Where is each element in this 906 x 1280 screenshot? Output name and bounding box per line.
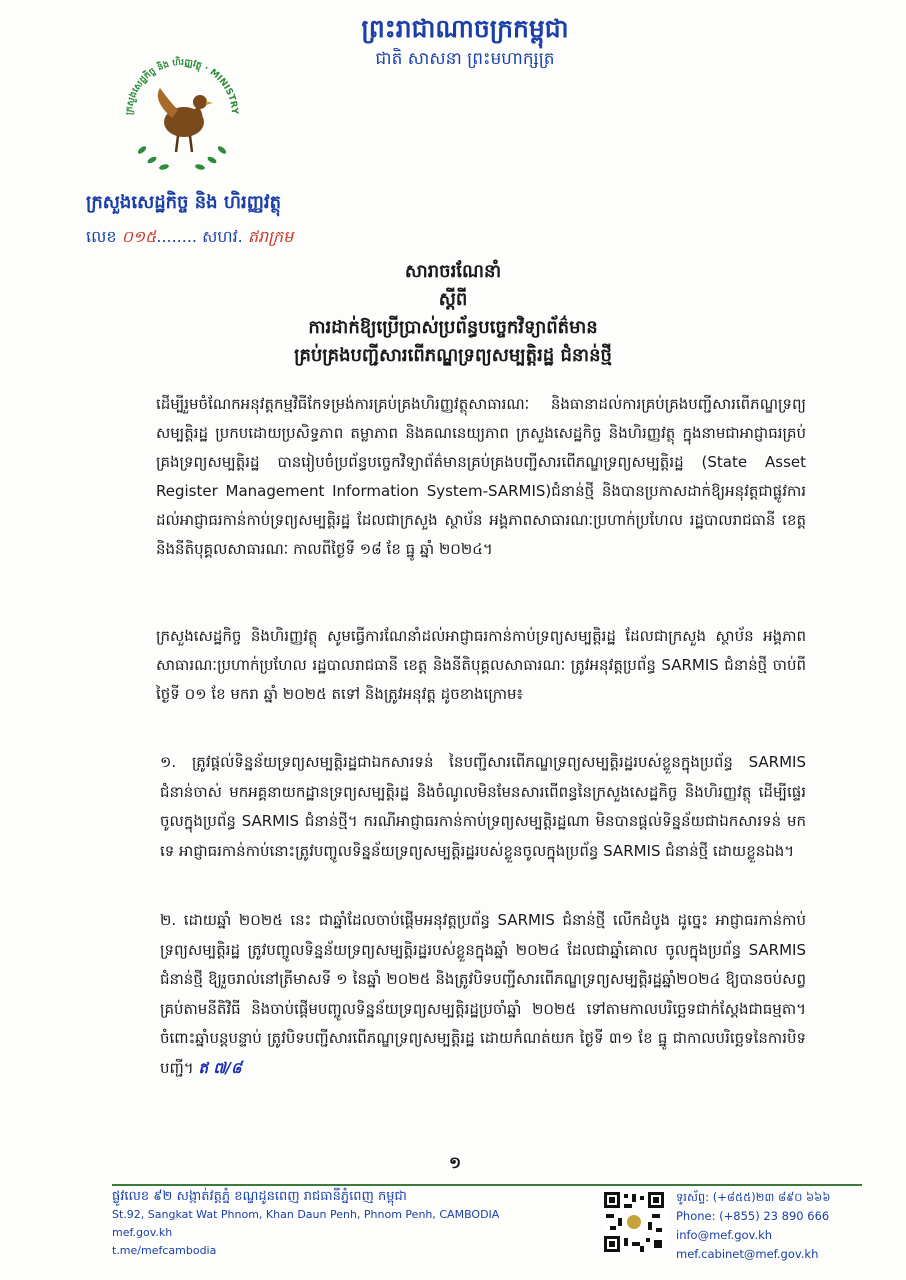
phone-khmer: ទូរស័ព្ទ: (+៨៥៥)២៣ ៨៩០ ៦៦៦	[676, 1190, 831, 1204]
footer-address	[112, 1188, 499, 1260]
ref-dots: ........	[156, 227, 198, 246]
ministry-logo	[112, 40, 252, 190]
logo-ring-text: ក្រសួងសេដ្ឋកិច្ច និង ហិរញ្ញវត្ថុ · MINISTRY	[124, 57, 240, 116]
document-title	[150, 258, 756, 370]
ministry-name: ក្រសួងសេដ្ឋកិច្ច និង ហិរញ្ញវត្ថុ	[86, 192, 281, 213]
bird-emblem-icon	[158, 88, 213, 152]
item-1-number: ១.	[160, 753, 177, 771]
kingdom-header	[340, 12, 590, 72]
item-2-text: ដោយឆ្នាំ ២០២៥ នេះ ជាឆ្នាំដែលចាប់ផ្តើមអនុវត្តប្រព័ន្ធ SARMIS ជំនាន់ថ្មី លើកដំបូង ដូច្នេះ អាជ្ញាធរកាន់កាប់ទ្រព្យសម្បត្តិរដ្ឋ ត្រូវបញ្ចូលទិន្នន័យទ្រព្យសម្បត្តិរដ្ឋរបស់ខ្លួនក្នុងឆ្នាំ ២០២៤ ដែលជាឆ្នាំគោល ចូលក្នុងប្រព័ន្ធ SARMIS ជំនាន់ថ្មី ឱ្យរួចរាល់នៅត្រីមាសទី ១ នៃឆ្នាំ ២០២៥ និងត្រូវបិទបញ្ជីសារពើភណ្ឌទ្រព្យសម្បត្តិរដ្ឋឆ្នាំ២០២៤ ឱ្យបានចប់សព្វគ្រប់តាមនីតិវិធី និងចាប់ផ្តើមបញ្ចូលទិន្នន័យទ្រព្យសម្បត្តិរដ្ឋប្រចាំឆ្នាំ ២០២៥ ទៅតាមកាលបរិច្ឆេទជាក់ស្តែងជាធម្មតា។ ចំពោះឆ្នាំបន្តបន្ទាប់ ត្រូវបិទបញ្ជីសារពើភណ្ឌទ្រព្យសម្បត្តិរដ្ឋ ដោយកំណត់យក ថ្ងៃទី ៣១ ខែ ធ្នូ ជាកាលបរិច្ឆេទនៃការបិទបញ្ជី។	[160, 911, 806, 1077]
item-1-text: ត្រូវផ្តល់ទិន្នន័យទ្រព្យសម្បត្តិរដ្ឋជាឯកសារទន់ នៃបញ្ជីសារពើភណ្ឌទ្រព្យសម្បត្តិរដ្ឋរបស់ខ្លួនក្នុងប្រព័ន្ធ SARMIS ជំនាន់ចាស់ មកអគ្គនាយកដ្ឋានទ្រព្យសម្បត្តិរដ្ឋ និងចំណូលមិនមែនសារពើពន្ធនៃក្រសួងសេដ្ឋកិច្ច និងហិរញ្ញវត្ថុ ដើម្បីផ្ទេរចូលក្នុងប្រព័ន្ធ SARMIS ជំនាន់ថ្មី។ ករណីអាជ្ញាធរកាន់កាប់ទ្រព្យសម្បត្តិរដ្ឋណា មិនបានផ្តល់ទិន្នន័យជាឯកសារទន់ មកទេ អាជ្ញាធរកាន់កាប់នោះត្រូវបញ្ចូលទិន្នន័យទ្រព្យសម្បត្តិរដ្ឋរបស់ខ្លួនចូលក្នុងប្រព័ន្ធ SARMIS ជំនាន់ថ្មី ដោយខ្លួនឯង។	[160, 753, 806, 860]
kingdom-title: ព្រះរាជាណាចក្រកម្ពុជា	[361, 14, 569, 43]
footer-contact	[676, 1188, 830, 1264]
ref-number: ០១៥	[121, 227, 157, 246]
ref-prefix: លេខ	[86, 227, 117, 246]
list-item	[160, 748, 806, 866]
paragraph-2-text: ក្រសួងសេដ្ឋកិច្ច និងហិរញ្ញវត្ថុ សូមធ្វើការណែនាំដល់អាជ្ញាធរកាន់កាប់ទ្រព្យសម្បត្តិរដ្ឋ ដែលជាក្រសួង ស្ថាប័ន អង្គភាពសាធារណៈប្រហាក់ប្រហែល រដ្ឋបាលរាជធានី ខេត្ត និងនីតិបុគ្គលសាធារណៈ ត្រូវអនុវត្តប្រព័ន្ធ SARMIS ជំនាន់ថ្មី ចាប់ពីថ្ងៃទី ០១ ខែ មករា ឆ្នាំ ២០២៥ តទៅ និងត្រូវអនុវត្ត ដូចខាងក្រោម៖	[156, 627, 806, 703]
title-line-1: សារាចរណែនាំ	[404, 261, 502, 282]
paragraph-1	[156, 390, 806, 564]
list-item	[160, 906, 806, 1083]
kingdom-motto: ជាតិ សាសនា ព្រះមហាក្សត្រ	[375, 49, 555, 69]
ref-code: ឥរាក្រម	[247, 227, 294, 246]
telegram-link[interactable]: t.me/mefcambodia	[112, 1244, 217, 1257]
title-line-3: ការដាក់ឱ្យប្រើប្រាស់ប្រព័ន្ធបច្ចេកវិទ្យាព័ត៌មាន	[308, 317, 598, 338]
page-number: ១	[448, 1153, 462, 1172]
address-khmer: ផ្លូវលេខ ៩២ សង្កាត់វត្តភ្នំ ខណ្ឌដូនពេញ រាជធានីភ្នំពេញ កម្ពុជា	[112, 1189, 407, 1204]
qr-code-icon[interactable]	[602, 1190, 666, 1254]
reference-number	[86, 226, 293, 250]
paragraph-1-text: ដើម្បីរួមចំណែកអនុវត្តកម្មវិធីកែទម្រង់ការគ្រប់គ្រងហិរញ្ញវត្ថុសាធារណៈ និងធានាដល់ការគ្រប់គ្រងបញ្ជីសារពើភណ្ឌទ្រព្យសម្បត្តិរដ្ឋ ប្រកបដោយប្រសិទ្ធភាព តម្លាភាព និងគណនេយ្យភាព ក្រសួងសេដ្ឋកិច្ច និងហិរញ្ញវត្ថុ ក្នុងនាមជាអាជ្ញាធរគ្រប់គ្រងទ្រព្យសម្បត្តិរដ្ឋ បានរៀបចំប្រព័ន្ធបច្ចេកវិទ្យាព័ត៌មានគ្រប់គ្រងបញ្ជីសារពើភណ្ឌទ្រព្យសម្បត្តិរដ្ឋ (State Asset Register Management Information System-SARMIS)ជំនាន់ថ្មី និងបានប្រកាសដាក់ឱ្យអនុវត្តជាផ្លូវការដល់អាជ្ញាធរកាន់កាប់ទ្រព្យសម្បត្តិរដ្ឋ ដែលជាក្រសួង ស្ថាប័ន អង្គភាពសាធារណៈប្រហាក់ប្រហែល រដ្ឋបាលរាជធានី ខេត្ត និងនីតិបុគ្គលសាធារណៈ កាលពីថ្ងៃទី ១៨ ខែ ធ្នូ ឆ្នាំ ២០២៤។	[156, 395, 806, 558]
email-cabinet-link[interactable]: mef.cabinet@mef.gov.kh	[676, 1247, 819, 1261]
svg-text:ក្រសួងសេដ្ឋកិច្ច និង ហិរញ្ញវត្	[112, 40, 239, 115]
email-info-link[interactable]: info@mef.gov.kh	[676, 1228, 773, 1242]
ref-suffix: សហវ.	[202, 227, 243, 246]
website-link[interactable]: mef.gov.kh	[112, 1226, 173, 1239]
item-2-number: ២.	[160, 911, 177, 929]
address-english: St.92, Sangkat Wat Phnom, Khan Daun Penh, Phnom Penh, CAMBODIA	[112, 1208, 500, 1221]
title-line-4: គ្រប់គ្រងបញ្ជីសារពើភណ្ឌទ្រព្យសម្បត្តិរដ្ឋ ជំនាន់ថ្មី	[294, 345, 612, 366]
phone-english: Phone: (+855) 23 890 666	[676, 1209, 830, 1223]
paragraph-2	[156, 622, 806, 709]
title-line-2: ស្តីពី	[438, 289, 468, 310]
footer-divider	[112, 1184, 862, 1186]
handwritten-initials: ឥ ៧/៨	[198, 1058, 242, 1077]
